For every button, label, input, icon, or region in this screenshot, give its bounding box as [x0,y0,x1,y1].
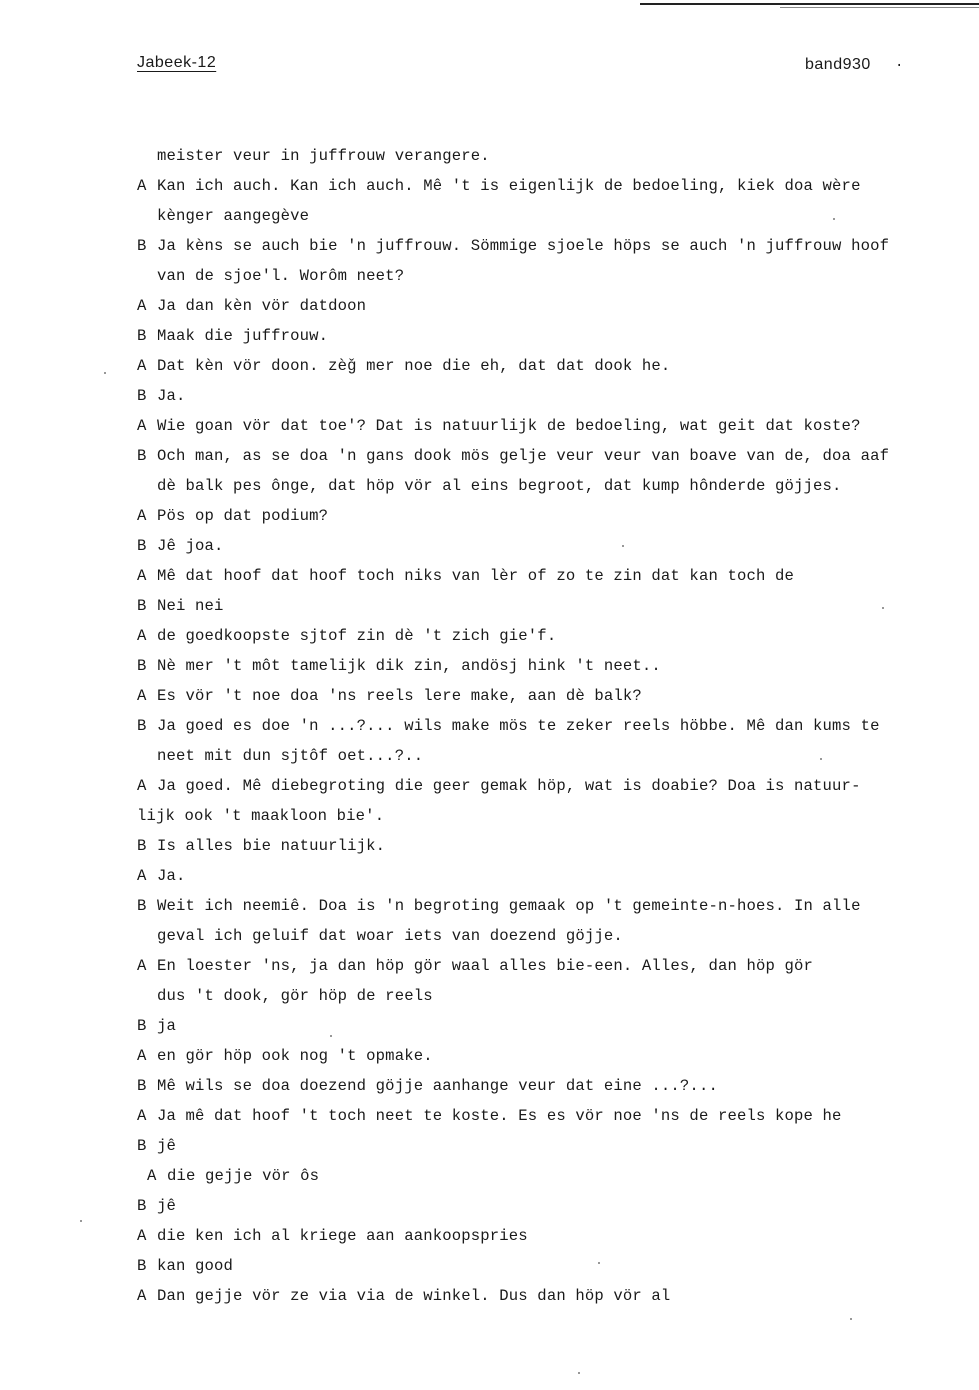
utterance-text: Weit ich neemiê. Doa is 'n begroting gemaak op 't gemeinte-n-hoes. In alle [157,897,861,915]
speaker-label: A [137,687,147,705]
transcript-line [137,651,947,681]
speaker-label: B [137,1137,147,1155]
scan-speck [104,372,106,374]
transcript-line [137,381,947,411]
utterance-text: Ja. [157,387,186,405]
scan-speck [80,1220,82,1222]
speaker-label: B [137,897,147,915]
speaker-label: A [137,357,147,375]
speaker-label: B [137,717,147,735]
transcript-line [137,471,947,501]
utterance-text: En loester 'ns, ja dan höp gör waal alles bie-een. Alles, dan höp gör [157,957,814,975]
transcript-line [137,561,947,591]
scan-speck [622,545,624,547]
utterance-text: Ja goed es doe 'n ...?... wils make mös te zeker reels höbbe. Mê dan kums te [157,717,880,735]
document-id: Jabeek-12 [137,54,217,71]
transcript-line [137,891,947,921]
speaker-label: A [137,957,147,975]
speaker-label: A [137,627,147,645]
speaker-label: B [137,657,147,675]
transcript-line [137,171,947,201]
transcript-line [137,291,947,321]
speaker-label: B [137,1257,147,1275]
speaker-label: B [137,237,147,255]
speaker-label: A [137,1287,147,1305]
utterance-text: Jê joa. [157,537,224,555]
utterance-text: jê [157,1137,177,1155]
scan-speck [833,218,835,220]
scan-speck [882,607,884,609]
scan-speck [850,1318,852,1320]
utterance-text: Is alles bie natuurlijk. [157,837,386,855]
transcript-line [137,951,947,981]
transcript-line [137,741,947,771]
speaker-label: A [137,507,147,525]
utterance-text: kan good [157,1257,234,1275]
speaker-label: B [137,1077,147,1095]
utterance-text: Ja kèns se auch bie 'n juffrouw. Sömmige sjoele höps se auch 'n juffrouw hoof [157,237,890,255]
speaker-label: B [137,1017,147,1035]
transcript-line [137,1131,947,1161]
speaker-label: A [137,417,147,435]
scan-speck [330,1035,332,1037]
speaker-label: B [137,837,147,855]
transcript-line [137,1191,947,1221]
transcript-line [137,861,947,891]
transcript-line [137,831,947,861]
utterance-text: Wie goan vör dat toe'? Dat is natuurlijk de bedoeling, wat geit dat koste? [157,417,861,435]
transcript-line [137,921,947,951]
utterance-text: kènger aangegève [157,207,310,225]
transcript-line [137,1161,947,1191]
transcript-line [137,981,947,1011]
utterance-text: Dan gejje vör ze via via de winkel. Dus dan höp vör al [157,1287,671,1305]
speaker-label: B [137,1197,147,1215]
utterance-text: Ja. [157,867,186,885]
utterance-text: ja [157,1017,177,1035]
utterance-text: neet mit dun sjtôf oet...?.. [157,747,424,765]
utterance-text: dè balk pes ônge, dat höp vör al eins begroot, dat kump hônderde göjjes. [157,477,842,495]
transcript-line [137,591,947,621]
utterance-text: Nei nei [157,597,224,615]
utterance-text: Pös op dat podium? [157,507,329,525]
transcript-line [137,711,947,741]
utterance-text: die ken ich al kriege aan aankoopspries [157,1227,528,1245]
transcript-line [137,231,947,261]
speaker-label: B [137,447,147,465]
utterance-text: Maak die juffrouw. [157,327,329,345]
transcript-line [137,801,947,831]
transcript-line [137,141,947,171]
transcript [137,141,947,1311]
utterance-text: Och man, as se doa 'n gans dook mös gelje veur veur van boave van de, doa aaf [157,447,890,465]
utterance-text: Ja goed. Mê diebegroting die geer gemak höp, wat is doabie? Doa is natuur- [157,777,861,795]
utterance-text: Ja dan kèn vör datdoon [157,297,367,315]
utterance-text: Mê dat hoof dat hoof toch niks van lèr of zo te zin dat kan toch de [157,567,795,585]
transcript-line [137,1251,947,1281]
tape-number: band930 [805,56,871,73]
scan-speck [820,758,822,760]
transcript-line [137,531,947,561]
top-rule-thin [780,7,979,8]
speaker-label: A [137,177,147,195]
speaker-label: A [137,1047,147,1065]
transcript-line [137,1041,947,1071]
utterance-text: jê [157,1197,177,1215]
transcript-line [137,771,947,801]
speaker-label: A [137,297,147,315]
transcript-line [137,1221,947,1251]
speaker-label: A [137,867,147,885]
transcript-line [137,321,947,351]
speaker-label: A [147,1167,157,1185]
transcript-line [137,621,947,651]
utterance-text: dus 't dook, gör höp de reels [157,987,433,1005]
speaker-label: A [137,567,147,585]
utterance-text: Ja mê dat hoof 't toch neet te koste. Es es vör noe 'ns de reels kope he [157,1107,842,1125]
top-rule [640,3,979,5]
utterance-text: meister veur in juffrouw verangere. [157,147,490,165]
transcript-line [137,1071,947,1101]
header-dot: · [895,58,904,74]
transcript-line [137,351,947,381]
speaker-label: B [137,387,147,405]
utterance-text: Kan ich auch. Kan ich auch. Mê 't is eigenlijk de bedoeling, kiek doa wère [157,177,861,195]
scan-speck [578,1372,580,1374]
utterance-text: de goedkoopste sjtof zin dè 't zich gie'f. [157,627,557,645]
utterance-text: lijk ook 't maakloon bie'. [137,807,385,825]
transcript-line [137,201,947,231]
utterance-text: van de sjoe'l. Worôm neet? [157,267,405,285]
utterance-text: die gejje vör ôs [167,1167,320,1185]
utterance-text: en gör höp ook nog 't opmake. [157,1047,433,1065]
transcript-line [137,1281,947,1311]
speaker-label: A [137,777,147,795]
transcript-line [137,261,947,291]
speaker-label: B [137,597,147,615]
speaker-label: A [137,1107,147,1125]
speaker-label: B [137,327,147,345]
speaker-label: B [137,537,147,555]
transcript-line [137,441,947,471]
transcript-line [137,1101,947,1131]
transcript-line [137,1011,947,1041]
utterance-text: Dat kèn vör doon. zèǧ mer noe die eh, dat dat dook he. [157,357,671,375]
utterance-text: Es vör 't noe doa 'ns reels lere make, aan dè balk? [157,687,642,705]
transcript-line [137,501,947,531]
utterance-text: Mê wils se doa doezend göjje aanhange veur dat eine ...?... [157,1077,718,1095]
transcript-line [137,681,947,711]
utterance-text: Nè mer 't môt tamelijk dik zin, andösj hink 't neet.. [157,657,661,675]
speaker-label: A [137,1227,147,1245]
transcript-line [137,411,947,441]
scan-speck [598,1262,600,1264]
utterance-text: geval ich geluif dat woar iets van doezend göjje. [157,927,623,945]
